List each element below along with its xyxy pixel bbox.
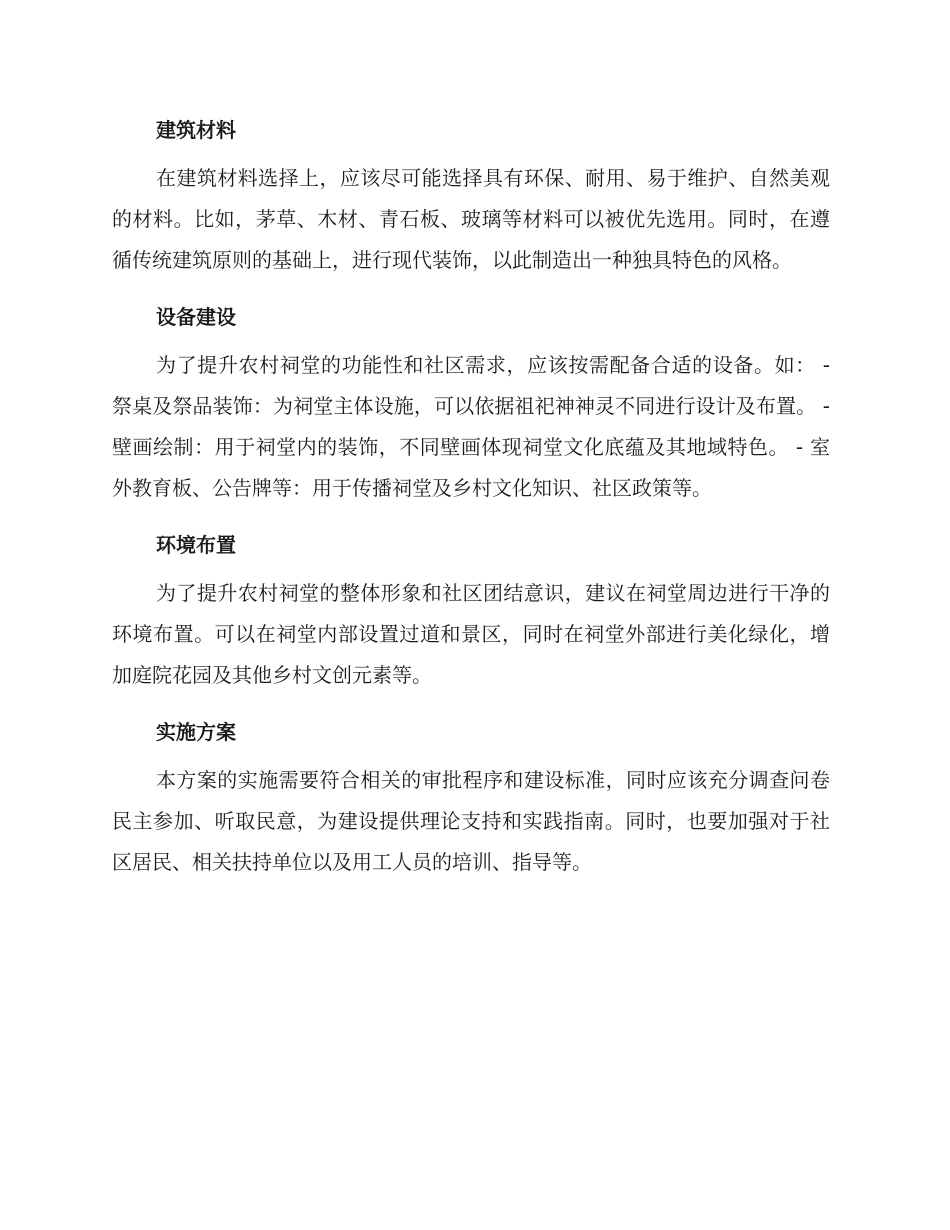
section-building-materials	[112, 110, 830, 281]
section-paragraph: 为了提升农村祠堂的功能性和社区需求，应该按需配备合适的设备。如： - 祭桌及祭品装饰：为祠堂主体设施，可以依据祖祀神神灵不同进行设计及布置。 - 壁画绘制：用于祠堂内的装饰，不同壁画体现祠堂文化底蕴及其地域特色。 - 室外教育板、公告牌等：用于传播祠堂及乡村文化知识、社区政策等。	[112, 353, 830, 500]
section-heading: 实施方案	[156, 720, 236, 744]
section-paragraph: 本方案的实施需要符合相关的审批程序和建设标准，同时应该充分调查问卷民主参加、听取民意，为建设提供理论支持和实践指南。同时，也要加强对于社区居民、相关扶持单位以及用工人员的培训、指导等。	[112, 768, 830, 874]
section-implementation	[112, 712, 830, 883]
section-heading: 建筑材料	[156, 118, 236, 142]
section-heading: 环境布置	[156, 533, 236, 557]
document-page	[112, 110, 830, 899]
section-environment	[112, 525, 830, 696]
section-paragraph: 在建筑材料选择上，应该尽可能选择具有环保、耐用、易于维护、自然美观的材料。比如，茅草、木材、青石板、玻璃等材料可以被优先选用。同时，在遵循传统建筑原则的基础上，进行现代装饰，以此制造出一种独具特色的风格。	[112, 166, 830, 272]
section-equipment	[112, 297, 830, 509]
section-paragraph: 为了提升农村祠堂的整体形象和社区团结意识，建议在祠堂周边进行干净的环境布置。可以在祠堂内部设置过道和景区，同时在祠堂外部进行美化绿化，增加庭院花园及其他乡村文创元素等。	[112, 581, 830, 687]
section-heading: 设备建设	[156, 305, 236, 329]
